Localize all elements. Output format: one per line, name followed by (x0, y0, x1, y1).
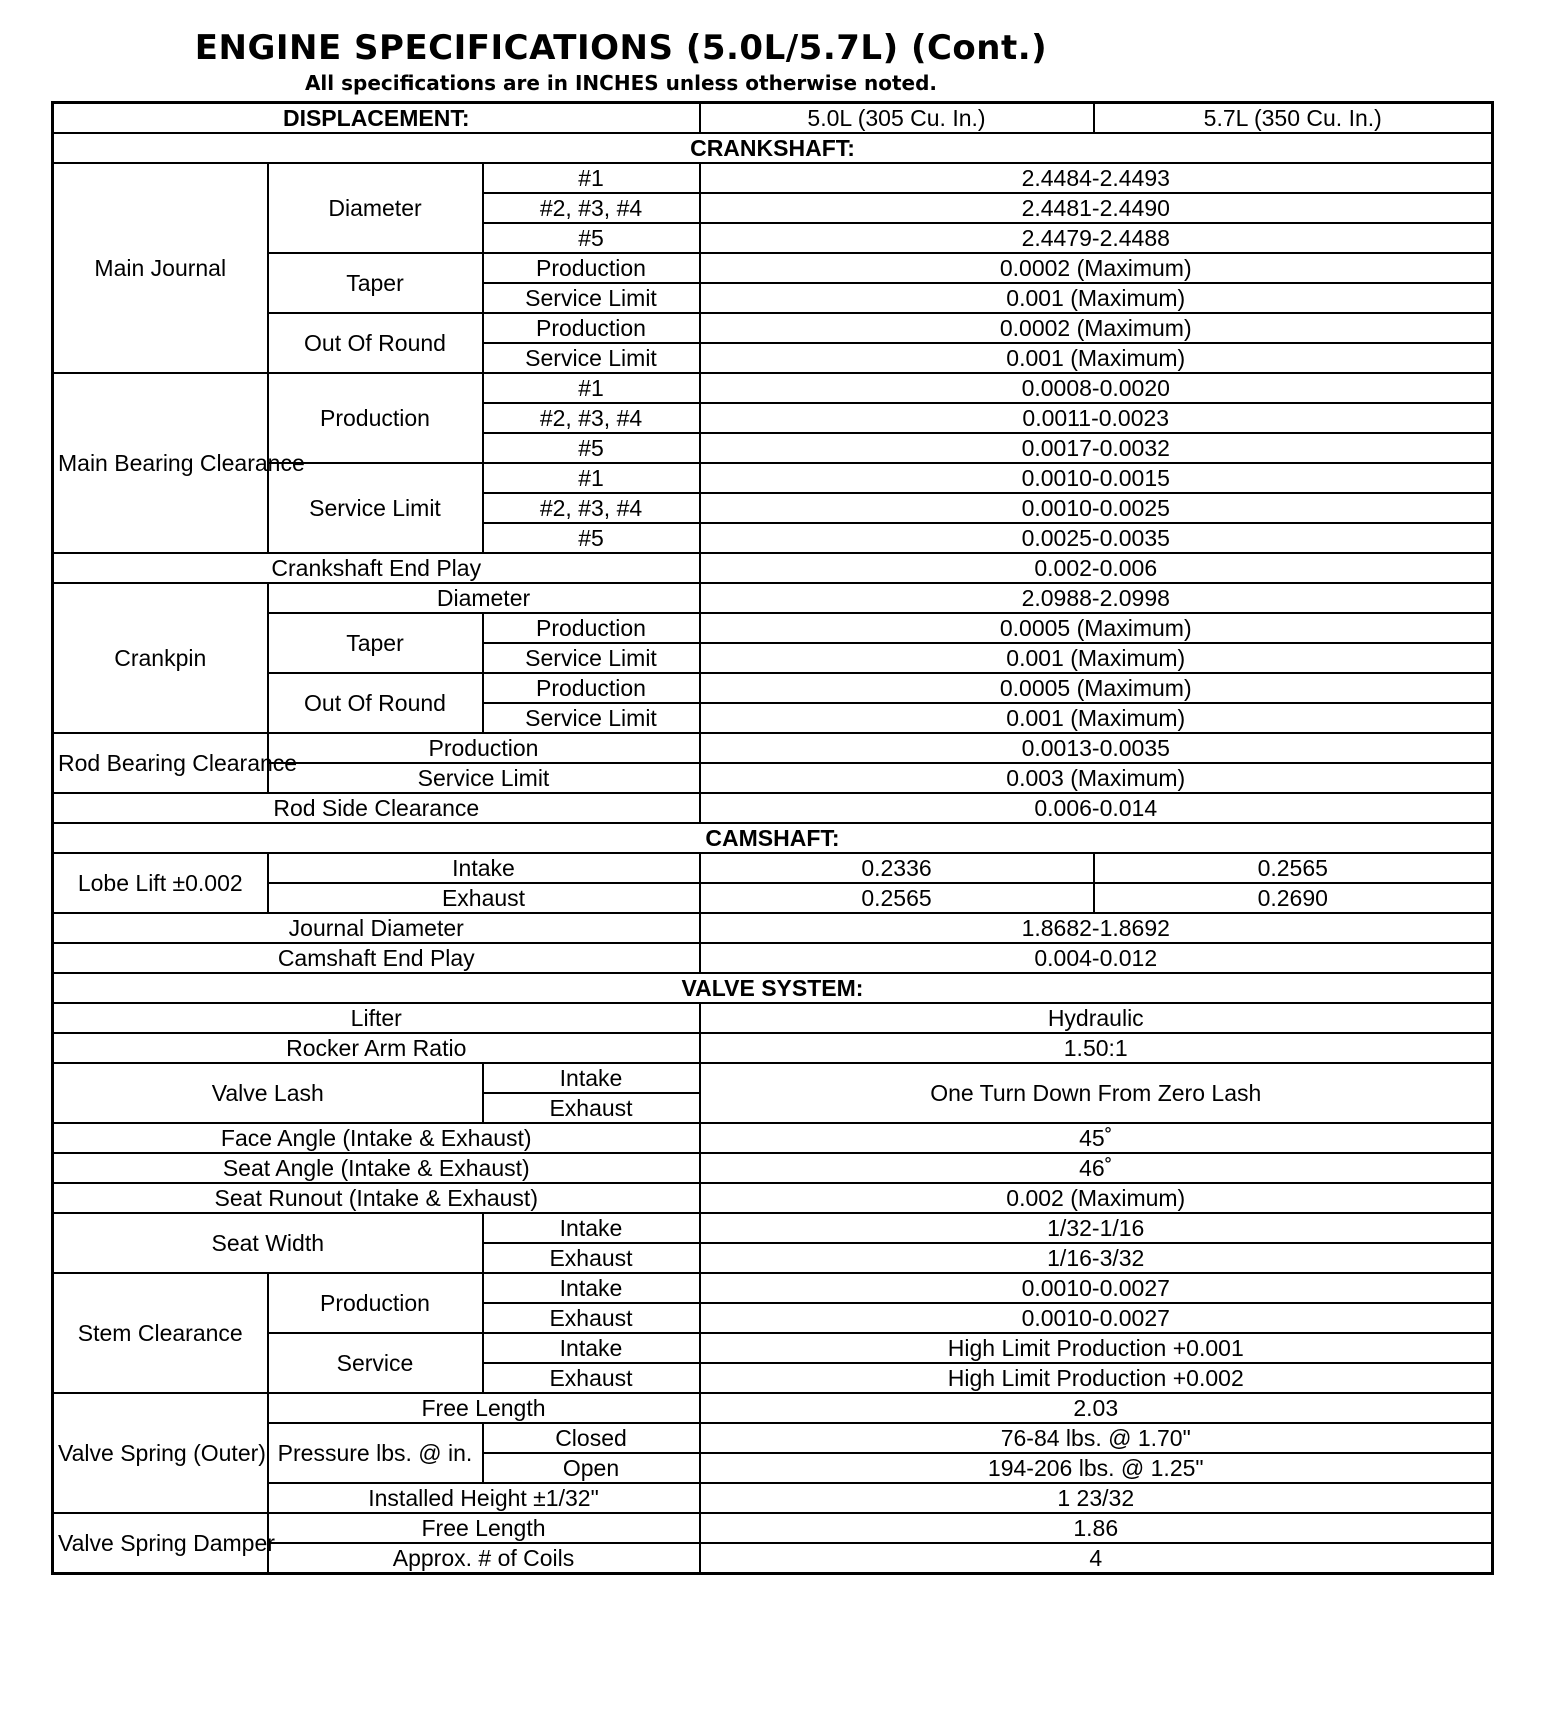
spec-table (51, 101, 1494, 1575)
row-group-label: Valve Spring Damper (53, 1513, 268, 1574)
row-group-label: Main Bearing Clearance (53, 373, 268, 553)
spec-value: 0.0005 (Maximum) (700, 673, 1493, 703)
spec-value: 0.001 (Maximum) (700, 343, 1493, 373)
row-group-label: Stem Clearance (53, 1273, 268, 1393)
table-row (53, 583, 1493, 613)
row-sub-label: Intake (483, 1333, 700, 1363)
page-title: ENGINE SPECIFICATIONS (5.0L/5.7L) (Cont.) (194, 28, 1048, 68)
table-row (53, 1213, 1493, 1243)
section-heading: CAMSHAFT: (53, 823, 1493, 853)
page-subtitle: All specifications are in INCHES unless otherwise noted. (304, 71, 938, 95)
row-subgroup-label: Intake (268, 853, 700, 883)
spec-value-5-7l: 0.2690 (1094, 883, 1493, 913)
spec-value: High Limit Production +0.001 (700, 1333, 1493, 1363)
row-label: Rocker Arm Ratio (53, 1033, 700, 1063)
spec-value: 1.8682-1.8692 (700, 913, 1493, 943)
row-subgroup-label: Diameter (268, 163, 483, 253)
table-row (53, 943, 1493, 973)
table-row (53, 883, 1493, 913)
spec-value: 0.0002 (Maximum) (700, 313, 1493, 343)
row-label: Face Angle (Intake & Exhaust) (53, 1123, 700, 1153)
row-sub-label: Exhaust (483, 1093, 700, 1123)
row-subgroup-label: Service Limit (268, 763, 700, 793)
row-subgroup-label: Exhaust (268, 883, 700, 913)
row-label: Rod Side Clearance (53, 793, 700, 823)
table-row (53, 253, 1493, 283)
row-sub-label: Service Limit (483, 283, 700, 313)
table-row (53, 1153, 1493, 1183)
row-subgroup-label: Pressure lbs. @ in. (268, 1423, 483, 1483)
spec-value: 1.50:1 (700, 1033, 1493, 1063)
spec-value: 2.03 (700, 1393, 1493, 1423)
row-sub-label: Production (483, 613, 700, 643)
spec-value: 0.002 (Maximum) (700, 1183, 1493, 1213)
row-subgroup-label: Taper (268, 613, 483, 673)
table-row (53, 1123, 1493, 1153)
row-sub-label: #1 (483, 373, 700, 403)
table-row (53, 1273, 1493, 1303)
row-sub-label: Intake (483, 1213, 700, 1243)
table-row (53, 1423, 1493, 1453)
table-row (53, 1003, 1493, 1033)
spec-value: 2.4484-2.4493 (700, 163, 1493, 193)
table-row (53, 163, 1493, 193)
row-sub-label: Intake (483, 1063, 700, 1093)
row-subgroup-label: Out Of Round (268, 673, 483, 733)
row-subgroup-label: Taper (268, 253, 483, 313)
row-subgroup-label: Production (268, 373, 483, 463)
spec-value: 194-206 lbs. @ 1.25" (700, 1453, 1493, 1483)
spec-value: 0.0025-0.0035 (700, 523, 1493, 553)
spec-value: 45˚ (700, 1123, 1493, 1153)
row-sub-label: Service Limit (483, 343, 700, 373)
spec-value: 0.0005 (Maximum) (700, 613, 1493, 643)
row-sub-label: Production (483, 313, 700, 343)
table-row (53, 613, 1493, 643)
row-subgroup-label: Service Limit (268, 463, 483, 553)
table-row (53, 913, 1493, 943)
spec-value: 46˚ (700, 1153, 1493, 1183)
table-row (53, 1333, 1493, 1363)
spec-value-5-7l: 0.2565 (1094, 853, 1493, 883)
row-sub-label: #5 (483, 223, 700, 253)
table-row (53, 553, 1493, 583)
row-subgroup-label: Approx. # of Coils (268, 1543, 700, 1574)
table-row (53, 103, 1493, 134)
table-row (53, 1483, 1493, 1513)
spec-value: Hydraulic (700, 1003, 1493, 1033)
row-label: Crankshaft End Play (53, 553, 700, 583)
section-heading: CRANKSHAFT: (53, 133, 1493, 163)
row-label: Valve Lash (53, 1063, 483, 1123)
row-subgroup-label: Service (268, 1333, 483, 1393)
row-sub-label: Open (483, 1453, 700, 1483)
section-heading: VALVE SYSTEM: (53, 973, 1493, 1003)
row-label: Seat Runout (Intake & Exhaust) (53, 1183, 700, 1213)
displacement-label: DISPLACEMENT: (53, 103, 700, 134)
spec-value: High Limit Production +0.002 (700, 1363, 1493, 1393)
row-group-label: Rod Bearing Clearance (53, 733, 268, 793)
row-subgroup-label: Free Length (268, 1393, 700, 1423)
spec-value: 1.86 (700, 1513, 1493, 1543)
spec-value: 0.002-0.006 (700, 553, 1493, 583)
row-sub-label: #2, #3, #4 (483, 493, 700, 523)
table-row (53, 793, 1493, 823)
row-sub-label: #1 (483, 163, 700, 193)
spec-value: 0.0010-0.0027 (700, 1303, 1493, 1333)
table-row (53, 853, 1493, 883)
spec-value: One Turn Down From Zero Lash (700, 1063, 1493, 1123)
table-row (53, 733, 1493, 763)
spec-value: 0.001 (Maximum) (700, 283, 1493, 313)
table-row (53, 313, 1493, 343)
row-sub-label: #2, #3, #4 (483, 193, 700, 223)
spec-value: 0.0002 (Maximum) (700, 253, 1493, 283)
row-subgroup-label: Installed Height ±1/32" (268, 1483, 700, 1513)
spec-value: 0.001 (Maximum) (700, 643, 1493, 673)
row-group-label: Main Journal (53, 163, 268, 373)
table-row (53, 133, 1493, 163)
spec-value: 0.0010-0.0027 (700, 1273, 1493, 1303)
spec-value: 0.003 (Maximum) (700, 763, 1493, 793)
table-row (53, 1183, 1493, 1213)
spec-value: 1 23/32 (700, 1483, 1493, 1513)
row-sub-label: Service Limit (483, 643, 700, 673)
spec-value: 2.4479-2.4488 (700, 223, 1493, 253)
row-sub-label: #5 (483, 523, 700, 553)
row-sub-label: Service Limit (483, 703, 700, 733)
spec-value: 1/16-3/32 (700, 1243, 1493, 1273)
spec-value: 2.0988-2.0998 (700, 583, 1493, 613)
col-5-7l-header: 5.7L (350 Cu. In.) (1094, 103, 1493, 134)
row-sub-label: Exhaust (483, 1303, 700, 1333)
row-subgroup-label: Diameter (268, 583, 700, 613)
row-group-label: Lobe Lift ±0.002 (53, 853, 268, 913)
spec-value-5-0l: 0.2336 (700, 853, 1094, 883)
row-sub-label: Exhaust (483, 1363, 700, 1393)
spec-value-5-0l: 0.2565 (700, 883, 1094, 913)
spec-value: 0.0011-0.0023 (700, 403, 1493, 433)
row-label: Seat Width (53, 1213, 483, 1273)
row-label: Seat Angle (Intake & Exhaust) (53, 1153, 700, 1183)
spec-value: 0.0010-0.0025 (700, 493, 1493, 523)
row-subgroup-label: Out Of Round (268, 313, 483, 373)
row-group-label: Valve Spring (Outer) (53, 1393, 268, 1513)
table-row (53, 673, 1493, 703)
row-sub-label: Closed (483, 1423, 700, 1453)
spec-value: 0.004-0.012 (700, 943, 1493, 973)
row-subgroup-label: Free Length (268, 1513, 700, 1543)
row-label: Camshaft End Play (53, 943, 700, 973)
table-row (53, 373, 1493, 403)
spec-value: 0.001 (Maximum) (700, 703, 1493, 733)
spec-value: 76-84 lbs. @ 1.70" (700, 1423, 1493, 1453)
spec-value: 0.006-0.014 (700, 793, 1493, 823)
table-row (53, 1393, 1493, 1423)
table-row (53, 1033, 1493, 1063)
table-row (53, 973, 1493, 1003)
table-row (53, 823, 1493, 853)
spec-value: 0.0008-0.0020 (700, 373, 1493, 403)
row-sub-label: Production (483, 253, 700, 283)
row-sub-label: #1 (483, 463, 700, 493)
row-subgroup-label: Production (268, 733, 700, 763)
row-subgroup-label: Production (268, 1273, 483, 1333)
row-sub-label: Intake (483, 1273, 700, 1303)
row-sub-label: #2, #3, #4 (483, 403, 700, 433)
row-sub-label: #5 (483, 433, 700, 463)
table-row (53, 1063, 1493, 1093)
spec-value: 0.0017-0.0032 (700, 433, 1493, 463)
row-sub-label: Production (483, 673, 700, 703)
spec-value: 2.4481-2.4490 (700, 193, 1493, 223)
table-row (53, 1513, 1493, 1543)
row-group-label: Crankpin (53, 583, 268, 733)
spec-value: 0.0010-0.0015 (700, 463, 1493, 493)
row-label: Journal Diameter (53, 913, 700, 943)
col-5-0l-header: 5.0L (305 Cu. In.) (700, 103, 1094, 134)
spec-value: 1/32-1/16 (700, 1213, 1493, 1243)
row-sub-label: Exhaust (483, 1243, 700, 1273)
spec-value: 0.0013-0.0035 (700, 733, 1493, 763)
row-label: Lifter (53, 1003, 700, 1033)
spec-value: 4 (700, 1543, 1493, 1574)
